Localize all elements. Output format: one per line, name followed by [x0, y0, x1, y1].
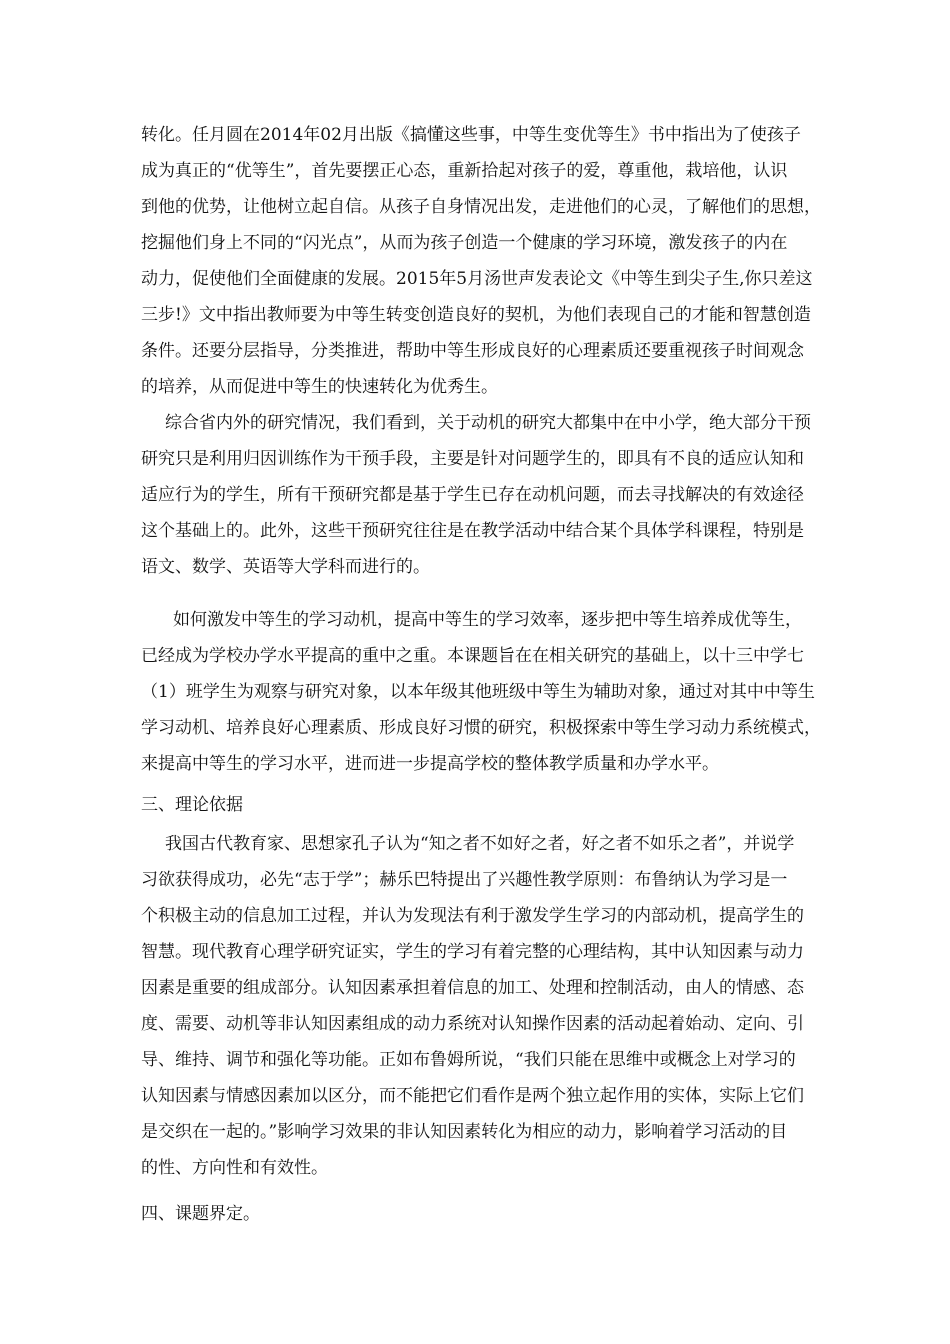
paragraph-4-line-3: 个积极主动的信息加工过程，并认为发现法有利于激发学生学习的内部动机，提高学生的: [141, 906, 804, 926]
paragraph-1-line-5: 动力，促使他们全面健康的发展。2015年5月汤世声发表论文《中等生到尖子生,你只差这: [141, 269, 813, 289]
section-heading-theory-basis: 三、理论依据: [141, 795, 243, 815]
paragraph-1-line-1: 转化。任月圆在2014年02月出版《搞懂这些事，中等生变优等生》书中指出为了使孩子: [141, 125, 801, 145]
section-heading-topic-definition: 四、课题界定。: [141, 1204, 260, 1224]
paragraph-1-line-3: 到他的优势，让他树立起自信。从孩子自身情况出发，走进他们的心灵，了解他们的思想，: [141, 197, 821, 217]
paragraph-3-line-3: （1）班学生为观察与研究对象，以本年级其他班级中等生为辅助对象，通过对其中中等生: [141, 682, 815, 702]
paragraph-2-line-1: 综合省内外的研究情况，我们看到，关于动机的研究大都集中在中小学，绝大部分干预: [165, 413, 811, 433]
paragraph-1-line-8: 的培养，从而促进中等生的快速转化为优秀生。: [141, 377, 498, 397]
paragraph-4-line-8: 认知因素与情感因素加以区分，而不能把它们看作是两个独立起作用的实体，实际上它们: [141, 1086, 804, 1106]
paragraph-2-line-4: 这个基础上的。此外，这些干预研究往往是在教学活动中结合某个具体学科课程，特别是: [141, 521, 804, 541]
paragraph-4-line-4: 智慧。现代教育心理学研究证实，学生的学习有着完整的心理结构，其中认知因素与动力: [141, 942, 804, 962]
paragraph-4-line-9: 是交织在一起的。”影响学习效果的非认知因素转化为相应的动力，影响着学习活动的目: [141, 1122, 788, 1142]
paragraph-1-line-6: 三步!》文中指出教师要为中等生转变创造良好的契机，为他们表现自己的才能和智慧创造: [141, 305, 811, 325]
paragraph-1-line-7: 条件。还要分层指导，分类推进，帮助中等生形成良好的心理素质还要重视孩子时间观念: [141, 341, 804, 361]
paragraph-4-line-2: 习欲获得成功，必先“志于学”；赫乐巴特提出了兴趣性教学原则：布鲁纳认为学习是一: [141, 870, 788, 890]
paragraph-3-line-1: 如何激发中等生的学习动机，提高中等生的学习效率，逐步把中等生培养成优等生，: [173, 610, 802, 630]
paragraph-2-line-5: 语文、数学、英语等大学科而进行的。: [141, 557, 430, 577]
paragraph-4-line-7: 导、维持、调节和强化等功能。正如布鲁姆所说，“我们只能在思维中或概念上对学习的: [141, 1050, 796, 1070]
paragraph-2-line-3: 适应行为的学生，所有干预研究都是基于学生已存在动机问题，而去寻找解决的有效途径: [141, 485, 804, 505]
paragraph-4-line-10: 的性、方向性和有效性。: [141, 1158, 328, 1178]
paragraph-4-line-1: 我国古代教育家、思想家孔子认为“知之者不如好之者，好之者不如乐之者”，并说学: [165, 834, 795, 854]
paragraph-1-line-4: 挖掘他们身上不同的“闪光点”，从而为孩子创造一个健康的学习环境，激发孩子的内在: [141, 233, 788, 253]
paragraph-3-line-5: 来提高中等生的学习水平，进而进一步提高学校的整体教学质量和办学水平。: [141, 754, 719, 774]
paragraph-3-line-4: 学习动机、培养良好心理素质、形成良好习惯的研究，积极探索中等生学习动力系统模式，: [141, 718, 821, 738]
paragraph-3-line-2: 已经成为学校办学水平提高的重中之重。本课题旨在在相关研究的基础上，以十三中学七: [141, 646, 804, 666]
paragraph-4-line-5: 因素是重要的组成部分。认知因素承担着信息的加工、处理和控制活动，由人的情感、态: [141, 978, 804, 998]
paragraph-2-line-2: 研究只是利用归因训练作为干预手段，主要是针对问题学生的，即具有不良的适应认知和: [141, 449, 804, 469]
paragraph-1-line-2: 成为真正的“优等生”，首先要摆正心态，重新拾起对孩子的爱，尊重他，栽培他，认识: [141, 161, 788, 181]
paragraph-4-line-6: 度、需要、动机等非认知因素组成的动力系统对认知操作因素的活动起着始动、定向、引: [141, 1014, 804, 1034]
